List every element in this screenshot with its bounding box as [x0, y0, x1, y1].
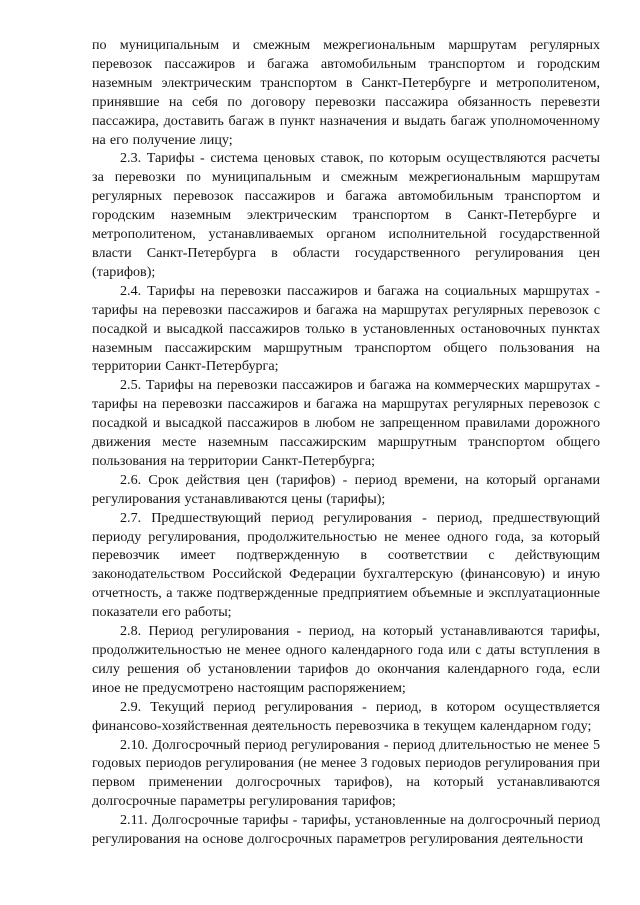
paragraph-number: 2.11.	[120, 812, 148, 829]
paragraph-number: 2.3.	[120, 150, 142, 167]
paragraph-2-9	[92, 698, 600, 736]
paragraph-number: 2.7.	[120, 509, 142, 526]
paragraph-text: Долгосрочные тарифы - тарифы, установленные на долгосрочный период регулирования на основе долгосрочных параметров регулирования деятельности	[92, 812, 600, 848]
document-page	[92, 36, 600, 849]
paragraph-2-4	[92, 282, 600, 377]
paragraph-2-8	[92, 622, 600, 698]
paragraph-number: 2.5.	[120, 377, 142, 394]
paragraph-2-6	[92, 471, 600, 509]
paragraph-text: Срок действия цен (тарифов) - период времени, на который органами регулирования устанавливаются цены (тарифы);	[92, 471, 600, 507]
paragraph-2-5	[92, 376, 600, 471]
paragraph-2-10	[92, 736, 600, 812]
paragraph-text: Тарифы - система ценовых ставок, по которым осуществляются расчеты за перевозки по муниципальным и смежным межрегиональным маршрутам регулярных перевозок пассажиров и багажа автомобильным транспортом и городским наземным электрическим транспортом в Санкт-Петербурге и метрополитеном, устанавливаемых органом исполнительной государственной власти Санкт-Петербурга в области государственного регулирования цен (тарифов);	[92, 150, 600, 280]
paragraph-text: по муниципальным и смежным межрегиональным маршрутам регулярных перевозок пассажиров и багажа автомобильным транспортом и городским наземным электрическим транспортом в Санкт-Петербурге и метрополитеном, принявшие на себя по договору перевозки пассажира обязанность перевезти пассажира, доставить багаж в пункт назначения и выдать багаж уполномоченному на его получение лицу;	[92, 37, 600, 148]
paragraph-number: 2.10.	[120, 736, 149, 753]
paragraph-number: 2.4.	[120, 282, 142, 299]
paragraph-text: Тарифы на перевозки пассажиров и багажа на коммерческих маршрутах - тарифы на перевозки пассажиров и багажа на маршрутах регулярных перевозок с посадкой и высадкой пассажиров в любом не запрещенном правилами дорожного движения месте наземным пассажирским маршрутным транспортом общего пользования на территории Санкт-Петербурга;	[92, 377, 600, 469]
paragraph-2-11	[92, 811, 600, 849]
paragraph-2-7	[92, 509, 600, 622]
paragraph-number: 2.6.	[120, 471, 142, 488]
paragraph-number: 2.9.	[120, 698, 142, 715]
paragraph-text: Период регулирования - период, на который устанавливаются тарифы, продолжительностью не менее одного календарного года или с даты вступления в силу решения об установлении тарифов до окончания календарного года, если иное не предусмотрено настоящим распоряжением;	[92, 623, 600, 696]
paragraph-text: Тарифы на перевозки пассажиров и багажа на социальных маршрутах - тарифы на перевозки пассажиров и багажа на маршрутах регулярных перевозок с посадкой и высадкой пассажиров только в установленных остановочных пунктах наземным пассажирским маршрутным транспортом общего пользования на территории Санкт-Петербурга;	[92, 282, 600, 375]
paragraph-2-3	[92, 149, 600, 281]
paragraph-text: Предшествующий период регулирования - период, предшествующий периоду регулирования, продолжительностью не менее одного года, за который перевозчик имеет подтвержденную в соответствии с действующим законодательством Российской Федерации бухгалтерскую (финансовую) и иную отчетность, а также подтвержденные предприятием объемные и эксплуатационные показатели его работы;	[92, 509, 600, 621]
paragraph-continuation	[92, 36, 600, 149]
paragraph-text: Долгосрочный период регулирования - период длительностью не менее 5 годовых периодов регулирования (не менее 3 годовых периодов регулирования при первом применении долгосрочных тарифов), на который устанавливаются долгосрочные параметры регулирования тарифов;	[92, 736, 601, 810]
paragraph-number: 2.8.	[120, 623, 142, 640]
paragraph-text: Текущий период регулирования - период, в котором осуществляется финансово-хозяйственная деятельность перевозчика в текущем календарном году;	[92, 698, 600, 734]
